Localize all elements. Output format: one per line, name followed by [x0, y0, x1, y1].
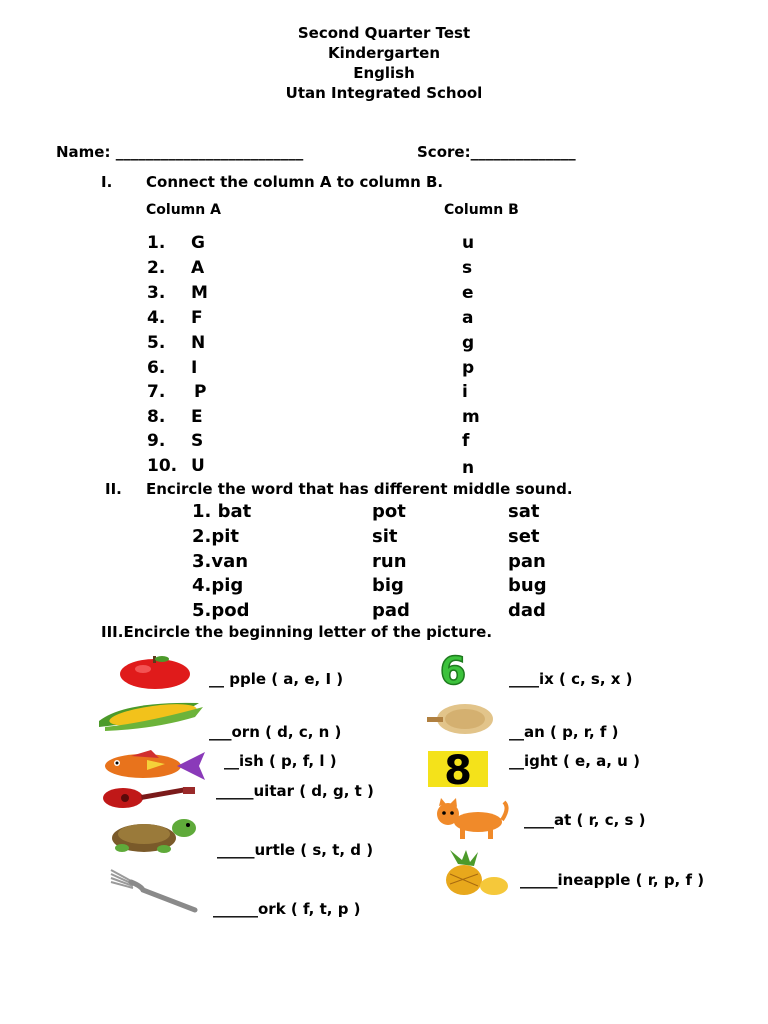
word-option: big	[372, 575, 404, 596]
word-option: 1. bat	[192, 501, 252, 522]
section-1-numeral: I.	[101, 173, 113, 191]
pineapple-item-text: _____ineapple ( r, p, f )	[520, 871, 705, 889]
column-a-letter: E	[191, 407, 203, 427]
section-3-instruction: III.Encircle the beginning letter of the picture.	[101, 623, 493, 641]
fish-item-text: __ish ( p, f, l )	[224, 752, 337, 770]
apple-icon	[117, 654, 193, 690]
test-title: Second Quarter Test	[297, 24, 471, 42]
guitar-item-text: _____uitar ( d, g, t )	[216, 782, 374, 800]
item-number: 2.	[147, 258, 166, 278]
item-number: 5.	[147, 333, 166, 353]
section-2-instruction: Encircle the word that has different middle sound.	[146, 480, 573, 498]
word-option: set	[508, 526, 540, 547]
school-name: Utan Integrated School	[285, 84, 483, 102]
cat-item-text: ____at ( r, c, s )	[524, 811, 646, 829]
subject: English	[353, 64, 415, 82]
item-number: 4.	[147, 308, 166, 328]
column-a-header: Column A	[146, 202, 221, 218]
word-option: 2.pit	[192, 526, 240, 547]
item-number: 10.	[147, 456, 178, 476]
column-b-letter: n	[462, 458, 475, 478]
item-number: 7.	[147, 382, 166, 402]
item-number: 6.	[147, 358, 166, 378]
turtle-icon	[104, 814, 200, 854]
fork-item-text: ______ork ( f, t, p )	[213, 900, 361, 918]
svg-text:8: 8	[444, 751, 472, 787]
column-b-header: Column B	[444, 202, 519, 218]
word-option: pad	[372, 600, 410, 621]
pineapple-icon	[432, 850, 512, 896]
word-option: sat	[508, 501, 540, 522]
column-b-letter: s	[462, 258, 473, 278]
word-option: pot	[372, 501, 406, 522]
column-b-letter: m	[462, 407, 480, 427]
eight-item-text: __ight ( e, a, u )	[509, 752, 640, 770]
column-a-letter: F	[191, 308, 203, 328]
corn-item-text: ___orn ( d, c, n )	[209, 723, 342, 741]
column-a-letter: U	[191, 456, 205, 476]
item-number: 9.	[147, 431, 166, 451]
word-option: 4.pig	[192, 575, 244, 596]
score-field: Score:______________	[417, 143, 576, 161]
column-a-letter: S	[191, 431, 204, 451]
six-item-text: ____ix ( c, s, x )	[509, 670, 633, 688]
column-b-letter: p	[462, 358, 475, 378]
section-2-numeral: II.	[105, 480, 122, 498]
grade-level: Kindergarten	[327, 44, 441, 62]
column-b-letter: f	[462, 431, 470, 451]
fish-icon	[101, 750, 211, 782]
word-option: pan	[508, 551, 546, 572]
item-number: 8.	[147, 407, 166, 427]
column-b-letter: a	[462, 308, 474, 328]
item-number: 1.	[147, 233, 166, 253]
word-option: dad	[508, 600, 546, 621]
word-option: 3.van	[192, 551, 249, 572]
word-option: run	[372, 551, 407, 572]
turtle-item-text: _____urtle ( s, t, d )	[217, 841, 374, 859]
guitar-icon	[101, 784, 197, 810]
column-b-letter: u	[462, 233, 475, 253]
word-option: 5.pod	[192, 600, 250, 621]
column-b-letter: g	[462, 333, 475, 353]
column-a-letter: M	[191, 283, 208, 303]
name-field: Name: _________________________	[56, 143, 304, 161]
column-a-letter: I	[191, 358, 198, 378]
column-a-letter: N	[191, 333, 206, 353]
eight-icon	[428, 751, 488, 787]
cat-icon	[432, 798, 510, 840]
column-a-letter: A	[191, 258, 205, 278]
column-b-letter: i	[462, 382, 468, 402]
svg-text:6: 6	[439, 654, 467, 686]
item-number: 3.	[147, 283, 166, 303]
fork-icon	[107, 864, 203, 914]
fan-item-text: __an ( p, r, f )	[509, 723, 619, 741]
apple-item-text: __ pple ( a, e, I )	[209, 670, 344, 688]
section-1-instruction: Connect the column A to column B.	[146, 173, 444, 191]
column-a-letter: G	[191, 233, 205, 253]
column-b-letter: e	[462, 283, 474, 303]
six-icon	[425, 654, 481, 686]
column-a-letter: P	[194, 382, 207, 402]
fan-icon	[425, 701, 495, 737]
corn-icon	[95, 697, 207, 733]
word-option: bug	[508, 575, 547, 596]
word-option: sit	[372, 526, 398, 547]
